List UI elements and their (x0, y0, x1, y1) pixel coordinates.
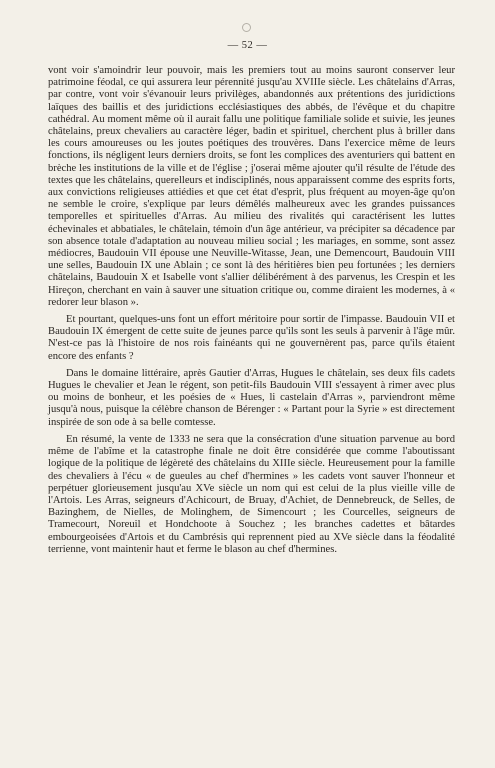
body-text (48, 65, 455, 556)
ornament-mark (242, 23, 251, 32)
paragraph-4: En résumé, la vente de 1333 ne sera que la consécration d'une situation parvenue au bord même de l'abîme et la catastrophe finale ne doit être considérée que comme l'aboutissant logique de la politique de légèreté des châtelains du XIIIe siècle. Heureusement pour la famille des chevaliers à l'écu « de gueules au chef d'hermines » les cadets vont sauver l'honneur et perpétuer glorieusement jusqu'au XVe siècle un nom qui est celui de la plus vieille ville de l'Artois. Les Arras, seigneurs d'Achicourt, de Bruay, d'Achiet, de Dennebreuck, de Selles, de Bazinghem, de Nielles, de Molinghem, de Simencourt ; les Courcelles, seigneurs de Tramecourt, Noreuil et Hondchoote à Souchez ; les branches cadettes et bâtardes embourgeoisées d'Artois et du Cambrésis qui reprennent pied au XVe siècle dans la féodalité terrienne, vont maintenir haut et ferme le blason au chef d'hermines. (48, 433, 455, 555)
page-number: — 52 — (227, 40, 268, 51)
paragraph-2: Et pourtant, quelques-uns font un effort méritoire pour sortir de l'impasse. Baudouin VII et Baudouin IX émergent de cette suite de jeunes parce qu'ils sont les seuls à parvenir à l'âge mûr. N'est-ce pas là l'histoire de nos rois fainéants qui ne gouvernèrent pas, parce qu'ils étaient encore des enfants ? (48, 314, 455, 362)
paragraph-3: Dans le domaine littéraire, après Gautier d'Arras, Hugues le châtelain, ses deux fils cadets Hugues le chevalier et Jean le régent, son petit-fils Baudouin VIII s'essayent à rimer avec plus ou moins de bonheur, et les poésies de « Hues, li castelain d'Arras », parviendront même jusqu'à nous, puisque la célèbre chanson de Bérenger : « Partant pour la Syrie » est directement inspirée de son ode à sa belle comtesse. (48, 367, 455, 428)
paragraph-1: vont voir s'amoindrir leur pouvoir, mais les premiers tout au moins sauront conserver leur patrimoine féodal, ce qui assurera leur pérennité jusqu'au XVIIIe siècle. Les châtelains d'Arras, par contre, vont voir s'évanouir leurs privilèges, abandonnés aux prétentions des juridictions laïques des baillis et des juridictions ecclésiastiques des abbés, de l'évêque et du chapitre cathédral. Au moment même où il aurait fallu une politique familiale solide et suivie, les jeunes châtelains, preux chevaliers au caractère léger, badin et spirituel, cherchent plus à briller dans les cours amoureuses ou les joutes poétiques des trouvères. Dans l'exercice même de leurs fonctions, ils négligent leurs derniers droits, se font les complices des aventuriers qui battent en brèche les institutions de la ville et de l'église ; j'oserai même ajouter qu'il résulte de l'étude des textes que les châtelains, querelleurs et indisciplinés, nous apparaissent comme des esprits forts, aux convictions religieuses attiédies et que cet état d'esprit, plus fréquent au moyen-âge qu'on ne semble le croire, s'explique par leurs démêlés malheureux avec les grandes puissances temporelles et spirituelles d'Arras. Au milieu des rivalités qui caractérisent les luttes échevinales et abbatiales, le châtelain, témoin d'un âge antérieur, va précipiter sa décadence par son absence totale d'adaptation au nouveau milieu social ; les mariages, en somme, sont assez médiocres, Baudouin VII épouse une Neuville-Witasse, Jean, une Demencourt, Baudouin VIII une selles, Baudouin IX une Ablain ; ce sont là des héritières bien peu fortunées ; les derniers châtelains, Baudouin X et Isabelle vont s'allier délibérément à des parvenus, les Crespin et les Hireçon, cherchant en vain à sauver une situation critique ou, comme diraient les modernes, à « redorer leur blason ». (48, 65, 455, 308)
